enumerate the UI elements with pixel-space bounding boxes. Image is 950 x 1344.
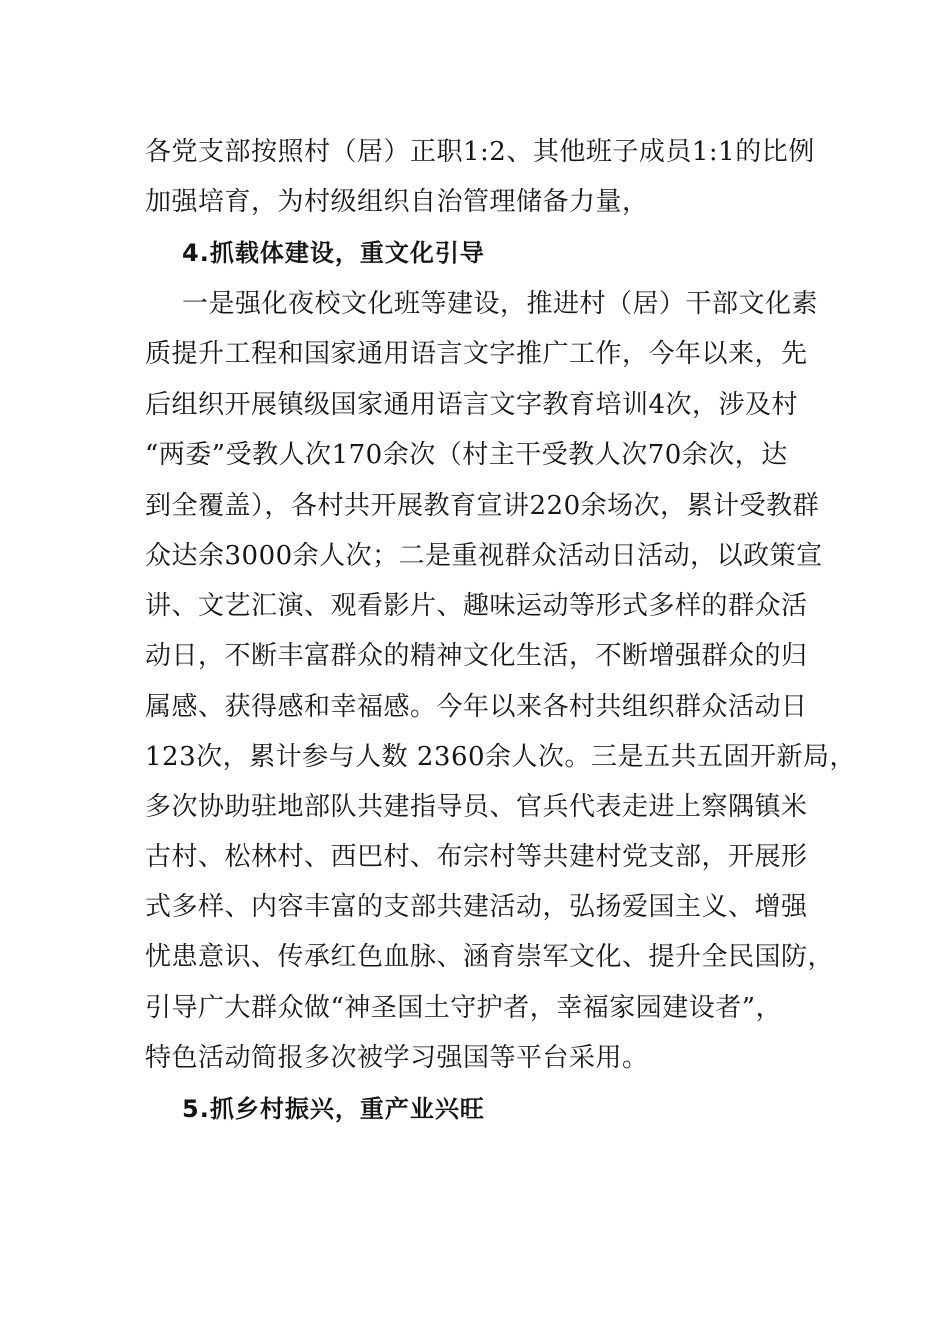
body-text-line: 一是强化夜校文化班等建设，推进村（居）干部文化素	[182, 289, 819, 319]
body-text-line: 讲、文艺汇演、观看影片、趣味运动等形式多样的群众活	[145, 591, 808, 621]
body-text-line: 古村、松林村、西巴村、布宗村等共建村党支部，开展形	[145, 842, 808, 872]
body-text-line: 属感、获得感和幸福感。今年以来各村共组织群众活动日	[145, 692, 808, 722]
body-text-line: 式多样、内容丰富的支部共建活动，弘扬爱国主义、增强	[145, 892, 808, 922]
body-text-line: 各党支部按照村（居）正职1:2、其他班子成员1:1的比例	[145, 137, 815, 167]
section-heading-4: 4.抓载体建设，重文化引导	[182, 239, 485, 267]
body-text-line: 引导广大群众做“神圣国土守护者，幸福家园建设者”，	[145, 993, 783, 1023]
body-text-line: 动日，不断丰富群众的精神文化生活，不断增强群众的归	[145, 641, 808, 671]
body-text-line: 123次，累计参与人数 2360余人次。三是五共五固开新局，	[145, 742, 857, 772]
section-heading-5: 5.抓乡村振兴，重产业兴旺	[182, 1095, 485, 1123]
body-text-line: 忧患意识、传承红色血脉、涵育崇军文化、提升全民国防，	[145, 942, 835, 972]
body-text-line: 众达余3000余人次；二是重视群众活动日活动，以政策宣	[145, 541, 823, 571]
body-text-line: 特色活动简报多次被学习强国等平台采用。	[145, 1043, 649, 1073]
body-text-line: 后组织开展镇级国家通用语言文字教育培训4次，涉及村	[145, 390, 799, 420]
body-text-line: 质提升工程和国家通用语言文字推广工作，今年以来，先	[145, 339, 808, 369]
body-text-line: 多次协助驻地部队共建指导员、官兵代表走进上察隅镇米	[145, 792, 808, 822]
body-text-line: “两委”受教人次170余次（村主干受教人次70余次，达	[145, 440, 788, 470]
body-text-line: 到全覆盖），各村共开展教育宣讲220余场次，累计受教群	[145, 491, 820, 521]
body-text-line: 加强培育，为村级组织自治管理储备力量，	[145, 187, 649, 217]
